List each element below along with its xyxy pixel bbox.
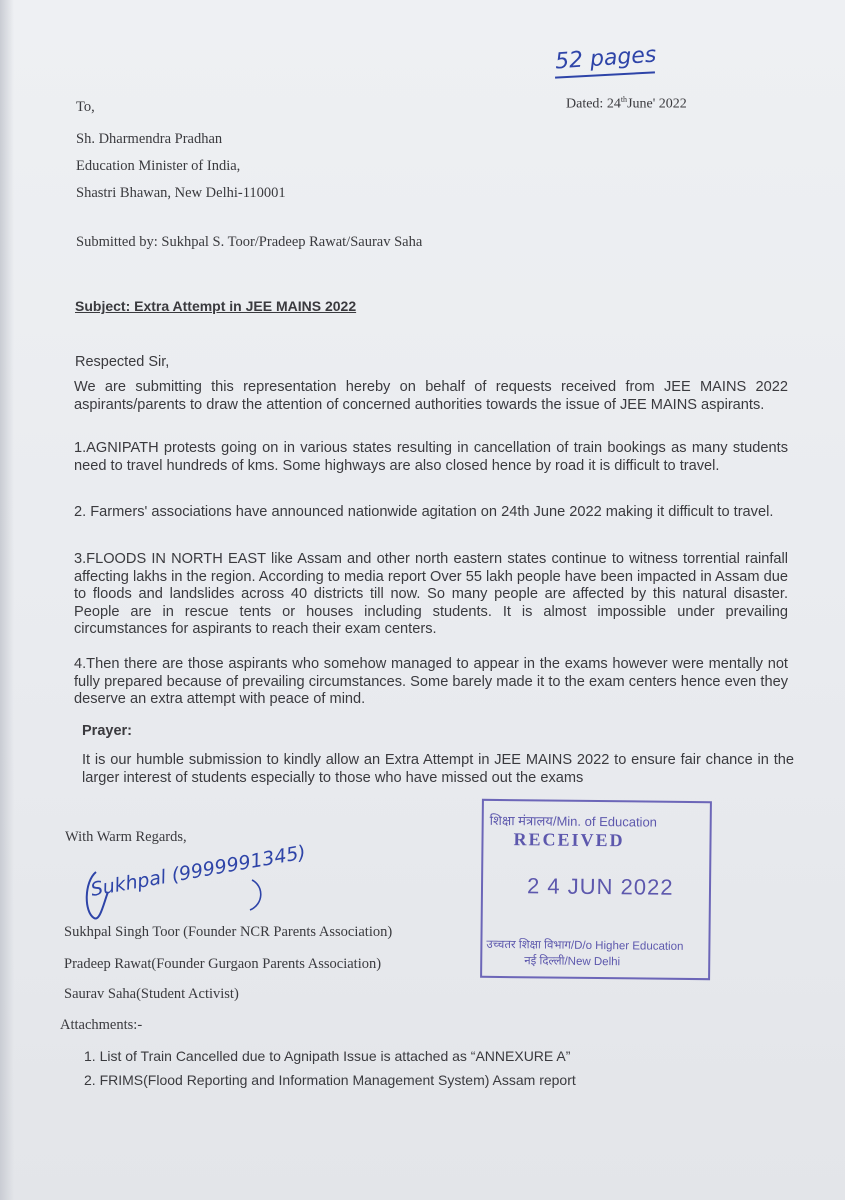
date-prefix: Dated: 24 bbox=[566, 96, 621, 112]
paragraph-floods: 3.FLOODS IN NORTH EAST like Assam and other north eastern states continue to witness torrential rainfall affecting lakhs in the region. According to media report Over 55 lakh people have been impacted in Assam due to floods and landslides across 40 districts till now. So many people are affected by this natural disaster. People are in rescue tents or houses including students. It is almost impossible under prevailing circumstances for aspirants to reach their exam centers. bbox=[74, 551, 788, 637]
prayer-heading: Prayer: bbox=[82, 723, 132, 739]
stamp-city: नई दिल्ली/New Delhi bbox=[524, 955, 621, 969]
attachment-item-1: 1. List of Train Cancelled due to Agnipath Issue is attached as “ANNEXURE A” bbox=[84, 1048, 571, 1064]
signatory-saha: Saurav Saha(Student Activist) bbox=[64, 986, 239, 1002]
address-to: To, bbox=[76, 99, 95, 115]
paragraph-farmers: 2. Farmers' associations have announced nationwide agitation on 24th June 2022 making it difficult to travel. bbox=[74, 504, 774, 520]
address-name: Sh. Dharmendra Pradhan bbox=[76, 131, 223, 147]
handwritten-signature bbox=[82, 841, 308, 928]
signatory-toor: Sukhpal Singh Toor (Founder NCR Parents Association) bbox=[64, 924, 393, 940]
submitted-by: Submitted by: Sukhpal S. Toor/Pradeep Rawat/Saurav Saha bbox=[76, 234, 423, 250]
stamp-received: RECEIVED bbox=[513, 829, 625, 851]
date-suffix: June' 2022 bbox=[627, 96, 687, 112]
attachments-heading: Attachments:- bbox=[60, 1017, 143, 1033]
subject-line: Subject: Extra Attempt in JEE MAINS 2022 bbox=[75, 298, 357, 314]
stamp-ministry: शिक्षा मंत्रालय/Min. of Education bbox=[489, 812, 658, 830]
attachment-item-2: 2. FRIMS(Flood Reporting and Information Management System) Assam report bbox=[84, 1072, 576, 1088]
signature-scribble bbox=[82, 841, 308, 924]
address-title: Education Minister of India, bbox=[76, 158, 241, 174]
stamp-department: उच्चतर शिक्षा विभाग/D/o Higher Education bbox=[486, 938, 684, 953]
signature-text: Sukhpal (9999991345) bbox=[89, 841, 308, 901]
prayer-text: It is our humble submission to kindly allow an Extra Attempt in JEE MAINS 2022 to ensure fair chance in the larger interest of students especially to those who have missed out the exams bbox=[82, 752, 794, 786]
signatory-rawat: Pradeep Rawat(Founder Gurgaon Parents Association) bbox=[64, 956, 382, 972]
date-superscript: th bbox=[620, 95, 628, 104]
address-office: Shastri Bhawan, New Delhi-110001 bbox=[76, 185, 286, 201]
handwritten-page-count: 52 pages bbox=[554, 42, 658, 75]
closing-regards: With Warm Regards, bbox=[65, 829, 187, 845]
paragraph-agnipath: 1.AGNIPATH protests going on in various states resulting in cancellation of train bookings as many students need to travel hundreds of kms. Some highways are also closed hence by road it is difficult to travel. bbox=[74, 440, 788, 474]
paragraph-intro: We are submitting this representation hereby on behalf of requests received from JEE MAINS 2022 aspirants/parents to draw the attention of concerned authorities towards the issue of JEE MAINS aspirants. bbox=[74, 379, 788, 413]
stamp-date: 2 4 JUN 2022 bbox=[526, 873, 674, 900]
received-stamp bbox=[480, 799, 712, 980]
date-line bbox=[566, 95, 687, 113]
paragraph-aspirants: 4.Then there are those aspirants who somehow managed to appear in the exams however were mentally not fully prepared because of prevailing circumstances. Some barely made it to the exam centers hence even they deserve an extra attempt with peace of mind. bbox=[74, 656, 788, 707]
salutation: Respected Sir, bbox=[75, 354, 170, 370]
